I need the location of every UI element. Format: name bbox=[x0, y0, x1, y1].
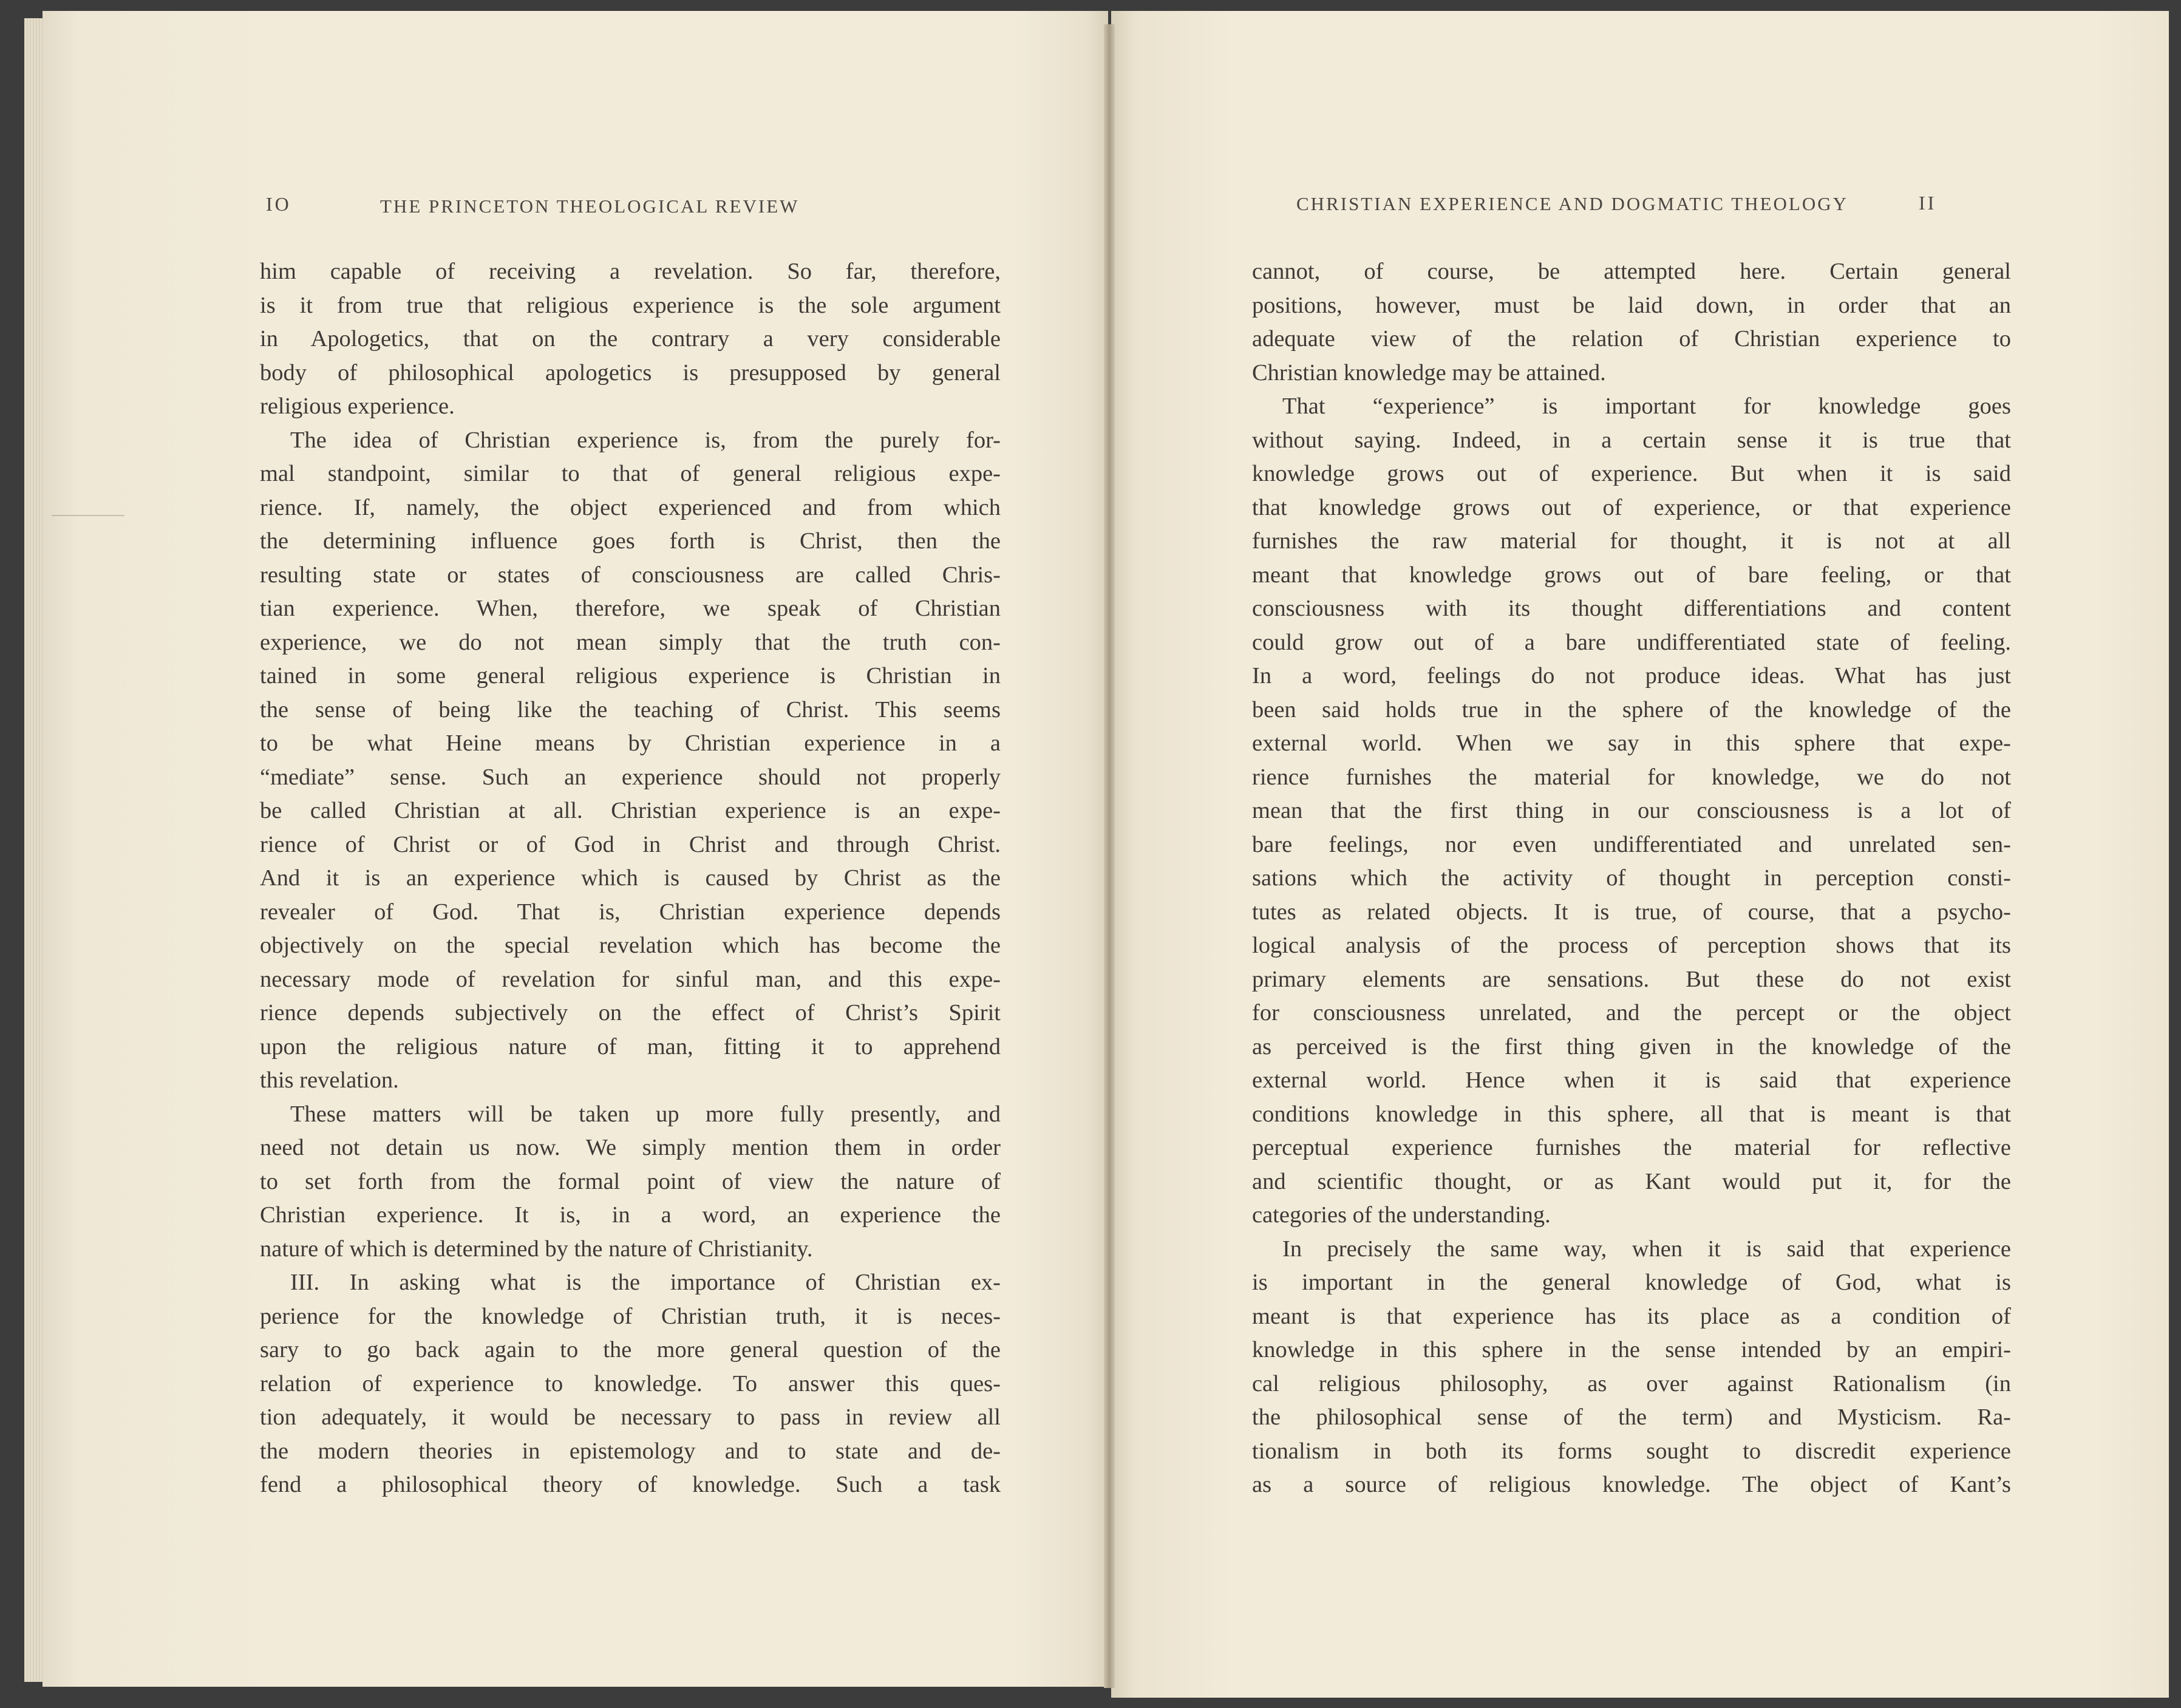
text-line: tionalism in both its forms sought to discredit experience bbox=[1252, 1438, 2011, 1464]
text-line: primary elements are sensations. But these do not exist bbox=[1252, 966, 2011, 992]
right-running-head: CHRISTIAN EXPERIENCE AND DOGMATIC THEOLOGY bbox=[1296, 193, 1849, 214]
text-line: this revelation. bbox=[260, 1067, 399, 1093]
text-line: mean that the first thing in our consciousness is a lot of bbox=[1252, 798, 2011, 823]
text-line: perience for the knowledge of Christian truth, it is neces- bbox=[260, 1303, 1001, 1329]
text-line: as perceived is the first thing given in the knowledge of the bbox=[1252, 1033, 2011, 1060]
text-line: is important in the general knowledge of God, what is bbox=[1252, 1270, 2011, 1295]
text-line: and scientific thought, or as Kant would put it, for the bbox=[1252, 1168, 2011, 1194]
text-line: bare feelings, nor even undifferentiated and unrelated sen- bbox=[1252, 831, 2011, 857]
text-line: III. In asking what is the importance of Christian ex- bbox=[290, 1270, 1001, 1295]
text-line: relation of experience to knowledge. To answer this ques- bbox=[260, 1370, 1001, 1397]
text-line: tion adequately, it would be necessary to pass in review all bbox=[260, 1404, 1001, 1430]
text-line: sations which the activity of thought in perception consti- bbox=[1252, 865, 2011, 891]
text-line: knowledge in this sphere in the sense intended by an empiri- bbox=[1252, 1337, 2011, 1363]
text-line: body of philosophical apologetics is presupposed by general bbox=[260, 359, 1001, 386]
text-line: positions, however, must be laid down, in order that an bbox=[1252, 292, 2011, 318]
text-line: fend a philosophical theory of knowledge. Such a task bbox=[260, 1472, 1001, 1497]
text-line: sary to go back again to the more general question of the bbox=[260, 1337, 1001, 1363]
text-line: cannot, of course, be attempted here. Certain general bbox=[1252, 259, 2011, 284]
text-line: that knowledge grows out of experience, or that experience bbox=[1252, 494, 2011, 520]
text-line: And it is an experience which is caused by Christ as the bbox=[260, 865, 1001, 891]
text-line: the philosophical sense of the term) and Mysticism. Ra- bbox=[1252, 1404, 2011, 1430]
text-line: perceptual experience furnishes the material for reflective bbox=[1252, 1135, 2011, 1160]
text-line: logical analysis of the process of perception shows that its bbox=[1252, 933, 2011, 958]
text-line: upon the religious nature of man, fitting it to apprehend bbox=[260, 1033, 1001, 1060]
text-line: the sense of being like the teaching of Christ. This seems bbox=[260, 696, 1001, 723]
text-line: In a word, feelings do not produce ideas. What has just bbox=[1252, 663, 2011, 689]
text-line: cal religious philosophy, as over against Rationalism (in bbox=[1252, 1370, 2011, 1397]
text-line: resulting state or states of consciousness are called Chris- bbox=[260, 562, 1001, 588]
left-body-text bbox=[260, 255, 1001, 1502]
text-line: external world. When we say in this sphere that expe- bbox=[1252, 730, 2011, 756]
text-line: revealer of God. That is, Christian experience depends bbox=[260, 899, 1001, 925]
text-line: the determining influence goes forth is Christ, then the bbox=[260, 528, 1001, 554]
text-line: him capable of receiving a revelation. So far, therefore, bbox=[260, 259, 1001, 284]
text-line: conditions knowledge in this sphere, all that is meant is that bbox=[1252, 1101, 2011, 1127]
text-line: objectively on the special revelation which has become the bbox=[260, 933, 1001, 958]
text-line: knowledge grows out of experience. But when it is said bbox=[1252, 461, 2011, 486]
text-line: tian experience. When, therefore, we speak of Christian bbox=[260, 596, 1001, 621]
text-line: categories of the understanding. bbox=[1252, 1202, 1551, 1228]
book-gutter bbox=[1104, 24, 1115, 1688]
text-line: mal standpoint, similar to that of general religious expe- bbox=[260, 461, 1001, 486]
text-line: is it from true that religious experience is the sole argument bbox=[260, 292, 1001, 318]
text-line: The idea of Christian experience is, from the purely for- bbox=[290, 427, 1001, 453]
text-line: That “experience” is important for knowledge goes bbox=[1282, 393, 2011, 419]
text-line: nature of which is determined by the nature of Christianity. bbox=[260, 1236, 813, 1262]
text-line: be called Christian at all. Christian experience is an expe- bbox=[260, 798, 1001, 823]
right-body-text bbox=[1252, 255, 2011, 1502]
text-line: Christian knowledge may be attained. bbox=[1252, 359, 1606, 386]
right-page-number: II bbox=[1919, 192, 1937, 214]
text-line: been said holds true in the sphere of the knowledge of the bbox=[1252, 696, 2011, 723]
text-line: to set forth from the formal point of view the nature of bbox=[260, 1168, 1001, 1194]
left-page bbox=[43, 11, 1108, 1687]
text-line: to be what Heine means by Christian experience in a bbox=[260, 730, 1001, 756]
text-line: without saying. Indeed, in a certain sense it is true that bbox=[1252, 427, 2011, 453]
text-line: need not detain us now. We simply mention them in order bbox=[260, 1135, 1001, 1160]
text-line: could grow out of a bare undifferentiated state of feeling. bbox=[1252, 629, 2011, 655]
left-running-head: THE PRINCETON THEOLOGICAL REVIEW bbox=[380, 196, 800, 217]
text-line: necessary mode of revelation for sinful man, and this expe- bbox=[260, 966, 1001, 992]
text-line: rience. If, namely, the object experienced and from which bbox=[260, 494, 1001, 520]
text-line: experience, we do not mean simply that the truth con- bbox=[260, 629, 1001, 655]
text-line: external world. Hence when it is said that experience bbox=[1252, 1067, 2011, 1093]
text-line: in Apologetics, that on the contrary a very considerable bbox=[260, 326, 1001, 352]
text-line: for consciousness unrelated, and the percept or the object bbox=[1252, 1000, 2011, 1026]
text-line: meant is that experience has its place as a condition of bbox=[1252, 1303, 2011, 1329]
margin-mark bbox=[52, 515, 124, 522]
text-line: adequate view of the relation of Christian experience to bbox=[1252, 326, 2011, 352]
right-page bbox=[1111, 11, 2169, 1698]
left-page-number: IO bbox=[266, 193, 291, 215]
text-line: as a source of religious knowledge. The object of Kant’s bbox=[1252, 1472, 2011, 1497]
page-edges bbox=[24, 18, 45, 1682]
text-line: rience depends subjectively on the effect of Christ’s Spirit bbox=[260, 1000, 1001, 1026]
text-line: Christian experience. It is, in a word, an experience the bbox=[260, 1202, 1001, 1228]
text-line: furnishes the raw material for thought, it is not at all bbox=[1252, 528, 2011, 554]
text-line: “mediate” sense. Such an experience should not properly bbox=[260, 764, 1001, 790]
text-line: the modern theories in epistemology and to state and de- bbox=[260, 1438, 1001, 1464]
text-line: religious experience. bbox=[260, 393, 455, 419]
text-line: meant that knowledge grows out of bare feeling, or that bbox=[1252, 562, 2011, 588]
text-line: rience furnishes the material for knowledge, we do not bbox=[1252, 764, 2011, 790]
text-line: consciousness with its thought differentiations and content bbox=[1252, 596, 2011, 621]
text-line: rience of Christ or of God in Christ and through Christ. bbox=[260, 831, 1001, 857]
text-line: tutes as related objects. It is true, of course, that a psycho- bbox=[1252, 899, 2011, 925]
text-line: tained in some general religious experience is Christian in bbox=[260, 663, 1001, 689]
text-line: These matters will be taken up more fully presently, and bbox=[290, 1101, 1001, 1127]
text-line: In precisely the same way, when it is said that experience bbox=[1282, 1236, 2011, 1262]
